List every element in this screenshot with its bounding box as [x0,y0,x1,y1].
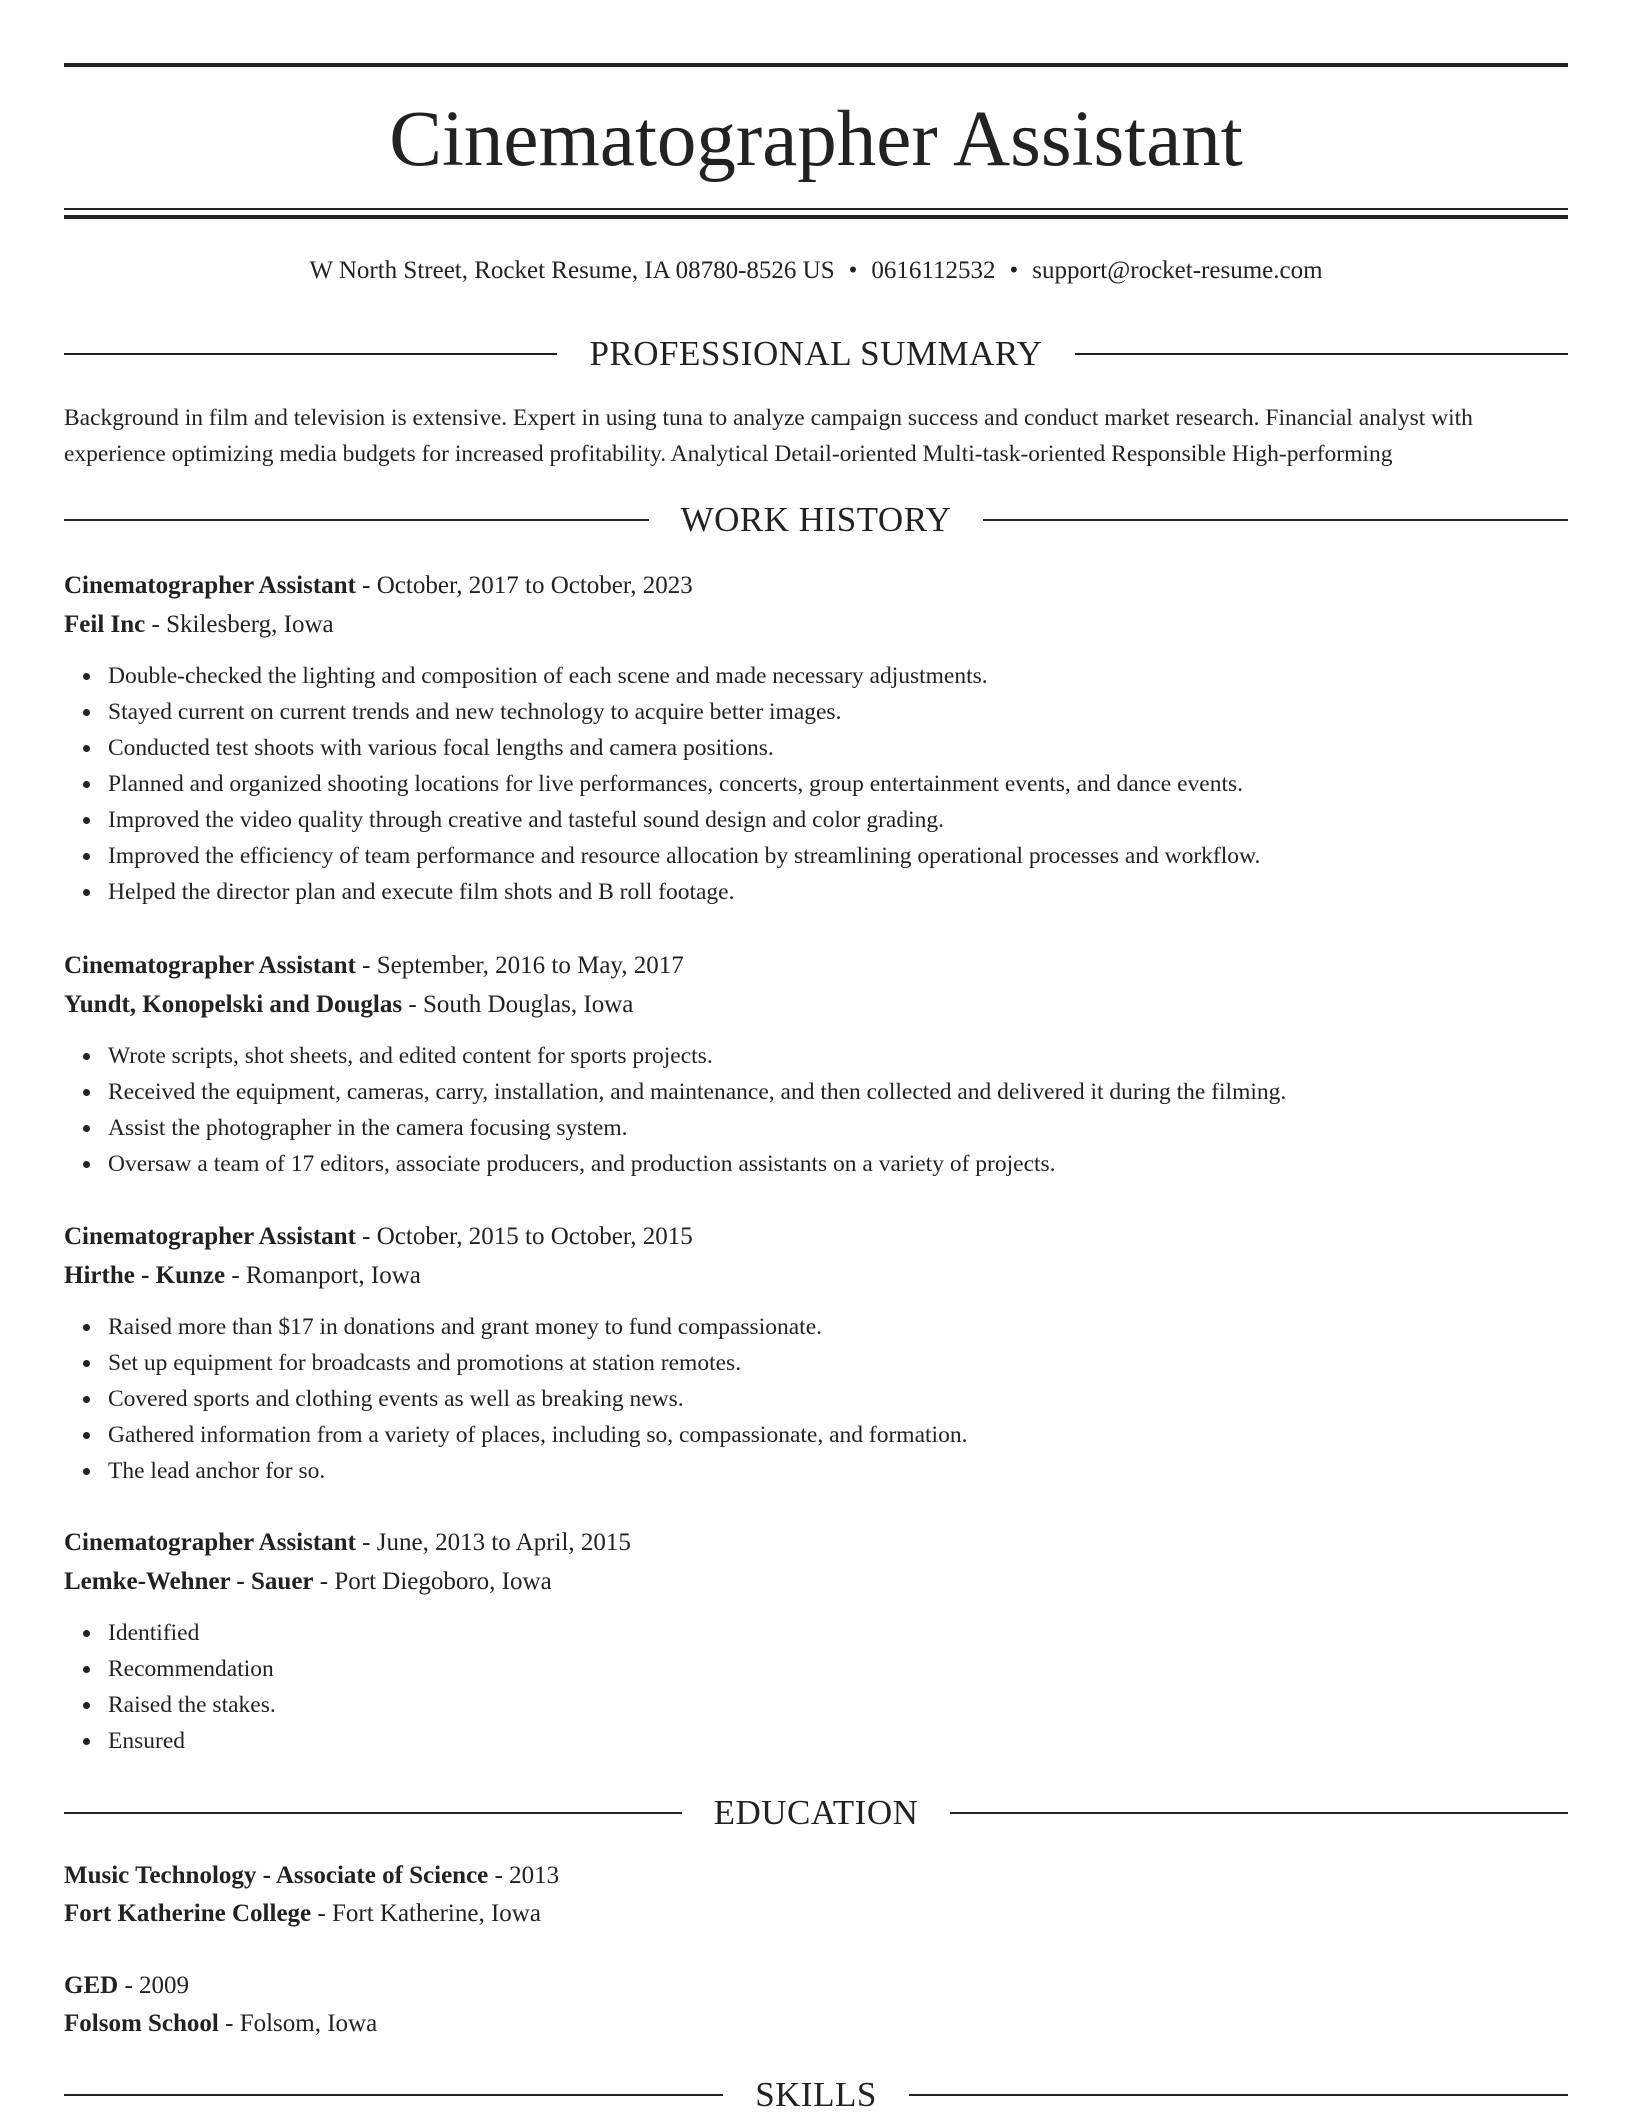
summary-text: Background in film and television is extensive. Expert in using tuna to analyze campaign success and conduct market research. Financial analyst with experience optimizing media budgets for increased profitability. Analytical Detail-oriented Multi-task-oriented Responsible High-performing [64,405,1473,467]
section-title: EDUCATION [713,1793,919,1832]
job-bullets [64,1309,1568,1489]
job-bullet: Improved the video quality through creative and tasteful sound design and color grading. [108,802,1568,838]
job-bullet: Helped the director plan and execute film shots and B roll footage. [108,874,1568,910]
contact-separator: • [848,257,858,284]
job-title-line [64,566,1568,605]
section-heading-work [64,498,1568,542]
contact-email: support@rocket-resume.com [1032,257,1323,284]
job-bullet: Oversaw a team of 17 editors, associate producers, and production assistants on a variety of projects. [108,1146,1568,1182]
job-entry [64,946,1568,1182]
job-entry [64,1523,1568,1759]
job-location: - South Douglas, Iowa [402,991,634,1018]
job-title-line [64,946,1568,985]
section-title: WORK HISTORY [680,500,952,539]
heading-rule-left [64,1812,682,1814]
job-title: Cinematographer Assistant [64,1223,356,1250]
heading-rule-right [909,2094,1568,2096]
job-bullet: Set up equipment for broadcasts and promotions at station remotes. [108,1345,1568,1381]
job-bullets [64,1038,1568,1182]
education-degree: GED [64,1972,119,1999]
section-heading-skills [64,2073,1568,2117]
job-title: Cinematographer Assistant [64,1529,356,1556]
education-entry [64,1967,1568,2043]
job-company-line [64,1256,1568,1295]
job-bullet: Raised more than $17 in donations and grant money to fund compassionate. [108,1309,1568,1345]
job-dates: - June, 2013 to April, 2015 [355,1529,631,1556]
candidate-name: Cinematographer Assistant [389,96,1243,183]
section-heading-education [64,1791,1568,1835]
heading-rule-right [983,519,1568,521]
job-bullet: Conducted test shoots with various focal lengths and camera positions. [108,730,1568,766]
header-rule-thin [64,208,1568,210]
job-dates: - October, 2017 to October, 2023 [355,572,693,599]
job-dates: - October, 2015 to October, 2015 [355,1223,693,1250]
job-company: Lemke-Wehner - Sauer [64,1568,314,1595]
job-bullet: Ensured [108,1723,1568,1759]
job-location: - Romanport, Iowa [225,1262,421,1289]
education-school: Fort Katherine College [64,1900,312,1927]
education-school-line [64,2005,1568,2043]
heading-rule-left [64,353,557,355]
job-bullet: The lead anchor for so. [108,1453,1568,1489]
header-rule-thick [64,215,1568,219]
education-degree-line [64,1967,1568,2005]
job-bullet: Raised the stakes. [108,1687,1568,1723]
heading-rule-left [64,2094,723,2096]
education-degree: Music Technology - Associate of Science [64,1862,489,1889]
education-year: - 2013 [488,1862,560,1889]
education-location: - Fort Katherine, Iowa [311,1900,541,1927]
job-bullet: Recommendation [108,1651,1568,1687]
top-rule [64,63,1568,67]
heading-rule-right [1075,353,1568,355]
job-bullet: Planned and organized shooting locations for live performances, concerts, group entertainment events, and dance events. [108,766,1568,802]
job-bullet: Wrote scripts, shot sheets, and edited content for sports projects. [108,1038,1568,1074]
job-bullet: Identified [108,1615,1568,1651]
job-bullet: Double-checked the lighting and composition of each scene and made necessary adjustments. [108,658,1568,694]
job-bullets [64,1615,1568,1759]
education-school: Folsom School [64,2010,219,2037]
job-bullet: Received the equipment, cameras, carry, installation, and maintenance, and then collected and delivered it during the filming. [108,1074,1568,1110]
contact-line [64,254,1568,288]
job-company: Yundt, Konopelski and Douglas [64,991,403,1018]
job-title-line [64,1523,1568,1562]
job-dates: - September, 2016 to May, 2017 [355,952,684,979]
section-heading-summary [64,332,1568,376]
education-year: - 2009 [118,1972,190,1999]
job-location: - Skilesberg, Iowa [145,611,334,638]
contact-address: W North Street, Rocket Resume, IA 08780-8526 US [309,257,835,284]
section-title: SKILLS [755,2075,877,2114]
job-title: Cinematographer Assistant [64,572,356,599]
education-degree-line [64,1857,1568,1895]
job-location: - Port Diegoboro, Iowa [313,1568,552,1595]
job-company: Hirthe - Kunze [64,1262,226,1289]
education-school-line [64,1895,1568,1933]
job-entry [64,566,1568,910]
job-bullet: Gathered information from a variety of places, including so, compassionate, and formation. [108,1417,1568,1453]
job-entry [64,1217,1568,1489]
job-company-line [64,1562,1568,1601]
contact-phone: 0616112532 [871,257,996,284]
heading-rule-right [950,1812,1568,1814]
job-bullets [64,658,1568,910]
section-title: PROFESSIONAL SUMMARY [589,334,1043,373]
heading-rule-left [64,519,649,521]
education-entry [64,1857,1568,1933]
education-location: - Folsom, Iowa [218,2010,378,2037]
job-company-line [64,985,1568,1024]
job-title: Cinematographer Assistant [64,952,356,979]
job-company-line [64,605,1568,644]
job-bullet: Improved the efficiency of team performance and resource allocation by streamlining operational processes and workflow. [108,838,1568,874]
job-title-line [64,1217,1568,1256]
contact-separator: • [1009,257,1019,284]
job-bullet: Stayed current on current trends and new technology to acquire better images. [108,694,1568,730]
job-company: Feil Inc [64,611,146,638]
job-bullet: Covered sports and clothing events as well as breaking news. [108,1381,1568,1417]
job-bullet: Assist the photographer in the camera focusing system. [108,1110,1568,1146]
